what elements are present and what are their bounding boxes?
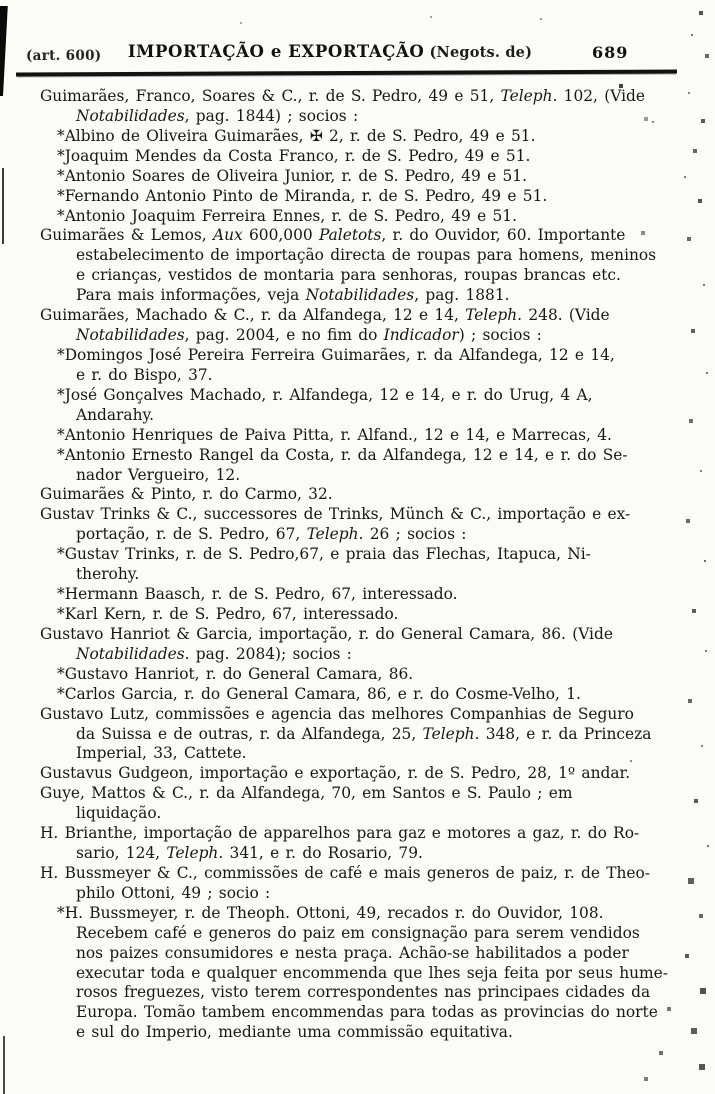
- text-line: *Carlos Garcia, r. do General Camara, 86, e r. do Cosme-Velho, 1.: [57, 684, 581, 703]
- text-line: Guimarães, Franco, Soares & C., r. de S. Pedro, 49 e 51, Teleph. 102, (Vide: [40, 87, 645, 105]
- text-line: Gustavo Hanriot & Garcia, importação, r. do General Camara, 86. (Vide: [40, 624, 613, 643]
- text-line: *Hermann Baasch, r. de S. Pedro, 67, interessado.: [57, 585, 458, 604]
- text-line: e sul do Imperio, mediante uma commissão equitativa.: [76, 1023, 513, 1042]
- text-line: estabelecimento de importação directa de roupas para homens, meninos: [76, 246, 657, 265]
- article-reference: (art. 600): [26, 48, 102, 64]
- text-line: *Antonio Henriques de Paiva Pitta, r. Alfand., 12 e 14, e Marrecas, 4.: [57, 425, 612, 444]
- text-line: Gustavo Lutz, commissões e agencia das melhores Companhias de Seguro: [40, 704, 634, 723]
- binding-edge-line: [2, 168, 4, 244]
- text-line: rosos freguezes, visto terem correspondentes nas principaes cidades da: [76, 983, 651, 1002]
- text-line: Europa. Tomão tambem encommendas para todas as provincias do norte: [76, 1003, 658, 1022]
- text-line: Gustavus Gudgeon, importação e exportação, r. de S. Pedro, 28, 1º andar.: [40, 764, 631, 783]
- text-line: nador Vergueiro, 12.: [76, 465, 241, 484]
- text-line: *Karl Kern, r. de S. Pedro, 67, interessado.: [57, 604, 399, 623]
- text-line: Recebem café e generos do paiz em consignação para serem vendidos: [76, 923, 640, 942]
- text-line: therohy.: [76, 565, 140, 584]
- text-line: *Antonio Soares de Oliveira Junior, r. de S. Pedro, 49 e 51.: [57, 166, 527, 185]
- text-line: Guimarães & Pinto, r. do Carmo, 32.: [40, 485, 333, 504]
- text-line: Notabilidades, pag. 1844) ; socios :: [76, 106, 359, 125]
- text-body: [40, 87, 685, 1043]
- text-line: Andarahy.: [76, 405, 155, 424]
- text-line: Guimarães & Lemos, Aux 600,000 Paletots, r. do Ouvidor, 60. Importante: [40, 226, 626, 245]
- text-line: Imperial, 33, Cattete.: [76, 744, 247, 763]
- page-title: IMPORTAÇÃO e EXPORTAÇÃO: [127, 42, 425, 61]
- text-line: H. Brianthe, importação de apparelhos para gaz e motores a gaz, r. do Ro-: [40, 824, 640, 843]
- text-line: *H. Bussmeyer, r. de Theoph. Ottoni, 49, recados r. do Ouvidor, 108.: [57, 903, 604, 922]
- page-number: 689: [592, 43, 629, 62]
- running-title: [115, 42, 545, 61]
- text-line: *José Gonçalves Machado, r. Alfandega, 12 e 14, e r. do Urug, 4 A,: [57, 385, 593, 404]
- text-line: nos paizes consumidores e nesta praça. Achão-se habilitados a poder: [76, 943, 629, 962]
- text-line: Guye, Mattos & C., r. da Alfandega, 70, em Santos e S. Paulo ; em: [40, 784, 573, 803]
- text-line: *Albino de Oliveira Guimarães, ✠ 2, r. de S. Pedro, 49 e 51.: [57, 126, 536, 145]
- text-line: *Antonio Joaquim Ferreira Ennes, r. de S. Pedro, 49 e 51.: [57, 206, 517, 225]
- text-line: Guimarães, Machado & C., r. da Alfandega, 12 e 14, Teleph. 248. (Vide: [40, 306, 610, 325]
- text-line: e crianças, vestidos de montaria para senhoras, roupas brancas etc.: [76, 266, 621, 285]
- header-rule: [16, 70, 677, 76]
- text-line: *Domingos José Pereira Ferreira Guimarães, r. da Alfandega, 12 e 14,: [57, 345, 615, 364]
- text-line: *Gustav Trinks, r. de S. Pedro,67, e praia das Flechas, Itapuca, Ni-: [57, 545, 591, 564]
- text-line: Para mais informações, veja Notabilidades, pag. 1881.: [76, 286, 510, 305]
- text-line: Notabilidades. pag. 2084); socios :: [76, 644, 352, 663]
- text-line: executar toda e qualquer encommenda que lhes seja feita por seus hume-: [76, 963, 668, 982]
- text-line: *Antonio Ernesto Rangel da Costa, r. da Alfandega, 12 e 14, e r. do Se-: [57, 445, 628, 464]
- text-line: Notabilidades, pag. 2004, e no fim do Indicador) ; socios :: [76, 326, 542, 345]
- text-line: H. Bussmeyer & C., commissões de café e mais generos de paiz, r. de Theo-: [40, 863, 651, 882]
- text-line: philo Ottoni, 49 ; socio :: [76, 883, 271, 902]
- text-line: liquidação.: [76, 804, 162, 823]
- binding-edge-line: [3, 1036, 5, 1094]
- text-line: da Suissa e de outras, r. da Alfandega, 25, Teleph. 348, e r. da Princeza: [76, 724, 652, 743]
- scan-noise-specks: [0, 0, 2, 2]
- text-line: sario, 124, Teleph. 341, e r. do Rosario, 79.: [76, 844, 423, 863]
- page-header: [0, 42, 715, 68]
- text-line: Gustav Trinks & C., successores de Trinks, Münch & C., importação e ex-: [40, 505, 631, 524]
- page-title-suffix: (Negots. de): [429, 44, 533, 61]
- text-line: e r. do Bispo, 37.: [76, 365, 213, 384]
- text-line: portação, r. de S. Pedro, 67, Teleph. 26 ; socios :: [76, 525, 467, 544]
- text-line: *Fernando Antonio Pinto de Miranda, r. de S. Pedro, 49 e 51.: [57, 186, 548, 205]
- text-line: *Gustavo Hanriot, r. do General Camara, 86.: [57, 664, 414, 683]
- text-line: *Joaquim Mendes da Costa Franco, r. de S. Pedro, 49 e 51.: [57, 146, 531, 165]
